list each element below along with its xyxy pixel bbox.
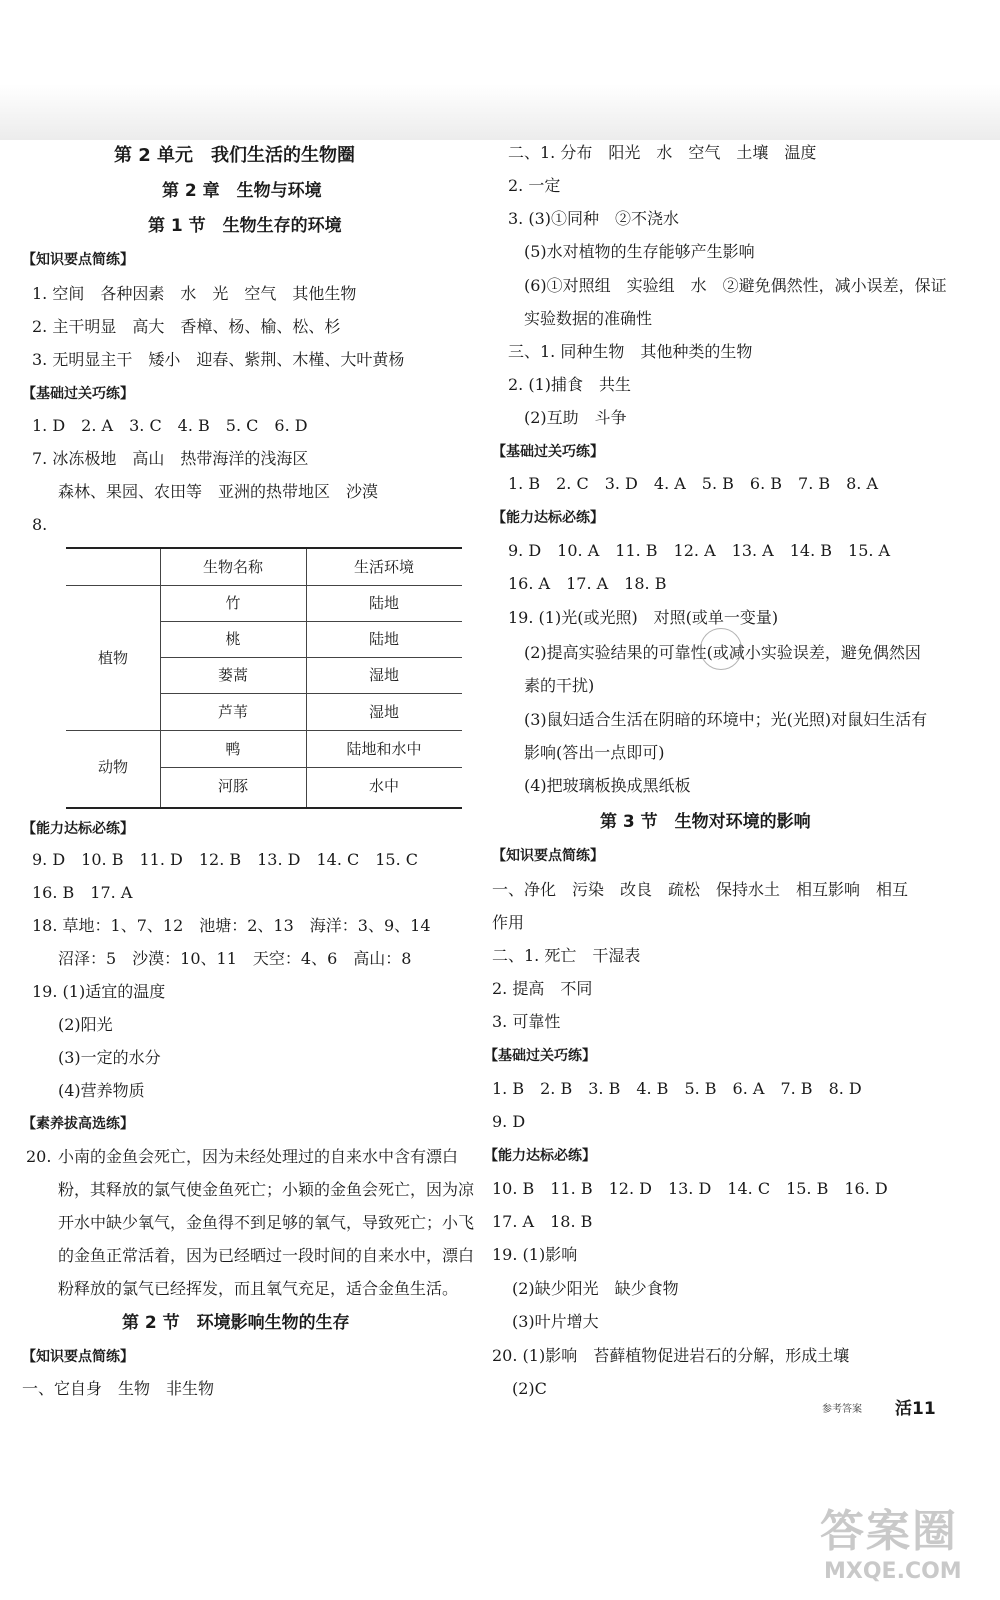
answer-line: (2)互助 斗争 xyxy=(524,408,627,427)
table-divider xyxy=(160,767,462,768)
answer-line: 18. 草地：1、7、12 池塘：2、13 海洋：3、9、14 xyxy=(32,916,431,935)
answer-line: 2. (1)捕食 共生 xyxy=(508,375,632,394)
site-watermark xyxy=(820,1495,980,1595)
section-tag: 【基础过关巧练】 xyxy=(484,1048,596,1064)
answer-line: 素的干扰) xyxy=(524,676,595,695)
answer-line: 实验数据的准确性 xyxy=(524,309,653,328)
answer-line: 19. (1)光(或光照) 对照(或单一变量) xyxy=(508,608,779,627)
answer-line: 1. B 2. C 3. D 4. A 5. B 6. B 7. B 8. A xyxy=(508,474,879,493)
table-cell: 陆地 xyxy=(368,594,399,612)
table-cell: 湿地 xyxy=(368,666,399,684)
answer-line: 3. 无明显主干 矮小 迎春、紫荆、木槿、大叶黄杨 xyxy=(32,350,405,369)
table-cell: 竹 xyxy=(225,594,241,612)
table-divider xyxy=(160,657,462,658)
answer-line: 17. A 18. B xyxy=(492,1212,593,1231)
answer-line: (2)阳光 xyxy=(58,1015,113,1034)
answer-line: 1. D 2. A 3. C 4. B 5. C 6. D xyxy=(32,416,308,435)
answer-line: 森林、果园、农田等 亚洲的热带地区 沙漠 xyxy=(58,482,379,501)
table-cell: 蒌蒿 xyxy=(217,666,248,684)
answer-line: 粉释放的氯气已经挥发，而且氧气充足，适合金鱼生活。 xyxy=(58,1279,459,1298)
answer-line: 9. D 10. A 11. B 12. A 13. A 14. B 15. A xyxy=(508,541,891,560)
answer-line: 一、净化 污染 改良 疏松 保持水土 相互影响 相互 xyxy=(492,880,909,899)
answer-line: 2. 主干明显 高大 香樟、杨、榆、松、杉 xyxy=(32,317,341,336)
answer-line: 3. 可靠性 xyxy=(492,1012,561,1031)
answer-line: 粉，其释放的氯气使金鱼死亡；小颖的金鱼会死亡，因为凉 xyxy=(58,1180,475,1199)
answer-line: 10. B 11. B 12. D 13. D 14. C 15. B 16. D xyxy=(492,1179,888,1198)
answer-line: 3. (3)①同种 ②不浇水 xyxy=(508,209,680,228)
unit-title: 第 2 单元 我们生活的生物圈 xyxy=(114,145,356,166)
question-number: 20. xyxy=(26,1147,52,1166)
answer-line: (2)C xyxy=(512,1379,547,1398)
answer-line: 开水中缺少氧气，金鱼得不到足够的氧气，导致死亡；小飞 xyxy=(58,1213,475,1232)
answer-line: 20. (1)影响 苔藓植物促进岩石的分解，形成土壤 xyxy=(492,1346,850,1365)
answer-line: 三、1. 同种生物 其他种类的生物 xyxy=(508,342,753,361)
answer-line: 16. B 17. A xyxy=(32,883,133,902)
answer-line: 二、1. 分布 阳光 水 空气 土壤 温度 xyxy=(508,143,817,162)
table-cell: 湿地 xyxy=(368,703,399,721)
answer-line: 9. D 10. B 11. D 12. B 13. D 14. C 15. C xyxy=(32,850,419,869)
section-tag: 【能力达标必练】 xyxy=(492,510,604,526)
section-tag: 【基础过关巧练】 xyxy=(492,444,604,460)
answer-line: 二、1. 死亡 干湿表 xyxy=(492,946,641,965)
table-cell: 陆地和水中 xyxy=(346,740,422,758)
answer-line: (3)鼠妇适合生活在阴暗的环境中；光(光照)对鼠妇生活有 xyxy=(524,710,928,729)
answer-line: 1. 空间 各种因素 水 光 空气 其他生物 xyxy=(32,284,357,303)
answer-line: 7. 冰冻极地 高山 热带海洋的浅海区 xyxy=(32,449,309,468)
table-divider xyxy=(66,730,462,731)
answer-line: 19. (1)影响 xyxy=(492,1245,578,1264)
table-divider xyxy=(66,585,462,586)
answer-line: 一、它自身 生物 非生物 xyxy=(22,1379,215,1398)
faint-stamp-mark xyxy=(700,628,742,670)
answer-line: 16. A 17. A 18. B xyxy=(508,574,667,593)
answer-line: (4)营养物质 xyxy=(58,1081,145,1100)
answer-line: (5)水对植物的生存能够产生影响 xyxy=(524,242,755,261)
table-cell: 芦苇 xyxy=(217,703,248,721)
section-tag: 【素养拔高选练】 xyxy=(22,1116,134,1132)
chapter-title: 第 2 章 生物与环境 xyxy=(162,181,322,201)
answer-line: 9. D xyxy=(492,1112,526,1131)
answer-line: 1. B 2. B 3. B 4. B 5. B 6. A 7. B 8. D xyxy=(492,1079,862,1098)
answer-line: 影响(答出一点即可) xyxy=(524,743,665,762)
answer-line: (3)一定的水分 xyxy=(58,1048,161,1067)
answer-line: 19. (1)适宜的温度 xyxy=(32,982,166,1001)
page-number: 活11 xyxy=(895,1399,936,1419)
table-group-label: 植物 xyxy=(97,649,128,667)
answer-line: (4)把玻璃板换成黑纸板 xyxy=(524,776,691,795)
answer-line: (2)提高实验结果的可靠性(或减小实验误差，避免偶然因 xyxy=(524,643,921,662)
footer-label: 参考答案 xyxy=(822,1404,862,1415)
section-tag: 【能力达标必练】 xyxy=(22,821,134,837)
section-title: 第 3 节 生物对环境的影响 xyxy=(600,812,811,832)
section-title: 第 2 节 环境影响生物的生存 xyxy=(122,1313,350,1333)
table-cell: 河豚 xyxy=(217,777,248,795)
table-cell: 鸭 xyxy=(225,740,241,758)
table-cell: 桃 xyxy=(225,630,241,648)
answer-line: (6)①对照组 实验组 水 ②避免偶然性，减小误差，保证 xyxy=(524,276,947,295)
watermark-logo-text: 答案圈 xyxy=(820,1506,958,1557)
answer-line: 的金鱼正常活着，因为已经晒过一段时间的自来水中，漂白 xyxy=(58,1246,475,1265)
section-tag: 【知识要点简练】 xyxy=(22,1349,134,1365)
section-tag: 【基础过关巧练】 xyxy=(22,386,134,402)
table-cell: 水中 xyxy=(368,777,399,795)
watermark-url: MXQE.COM xyxy=(824,1559,962,1584)
answer-line: (2)缺少阳光 缺少食物 xyxy=(512,1279,679,1298)
answer-line: 2. 一定 xyxy=(508,176,561,195)
section-title: 第 1 节 生物生存的环境 xyxy=(148,216,342,236)
section-tag: 【知识要点简练】 xyxy=(22,252,134,268)
table-header: 生活环境 xyxy=(353,558,414,576)
answer-line: 作用 xyxy=(492,913,525,932)
answer-line: (3)叶片增大 xyxy=(512,1312,599,1331)
answer-line: 8. xyxy=(32,515,48,534)
table-group-label: 动物 xyxy=(97,758,128,776)
table-divider xyxy=(160,693,462,694)
table-cell: 陆地 xyxy=(368,630,399,648)
scan-shadow xyxy=(0,0,1000,140)
answer-line: 小南的金鱼会死亡，因为未经处理过的自来水中含有漂白 xyxy=(58,1147,459,1166)
answer-line: 沼泽：5 沙漠：10、11 天空：4、6 高山：8 xyxy=(58,949,412,968)
organism-habitat-table xyxy=(66,547,462,809)
table-header: 生物名称 xyxy=(202,558,263,576)
section-tag: 【知识要点简练】 xyxy=(492,848,604,864)
table-divider xyxy=(160,621,462,622)
answer-line: 2. 提高 不同 xyxy=(492,979,593,998)
section-tag: 【能力达标必练】 xyxy=(484,1148,596,1164)
